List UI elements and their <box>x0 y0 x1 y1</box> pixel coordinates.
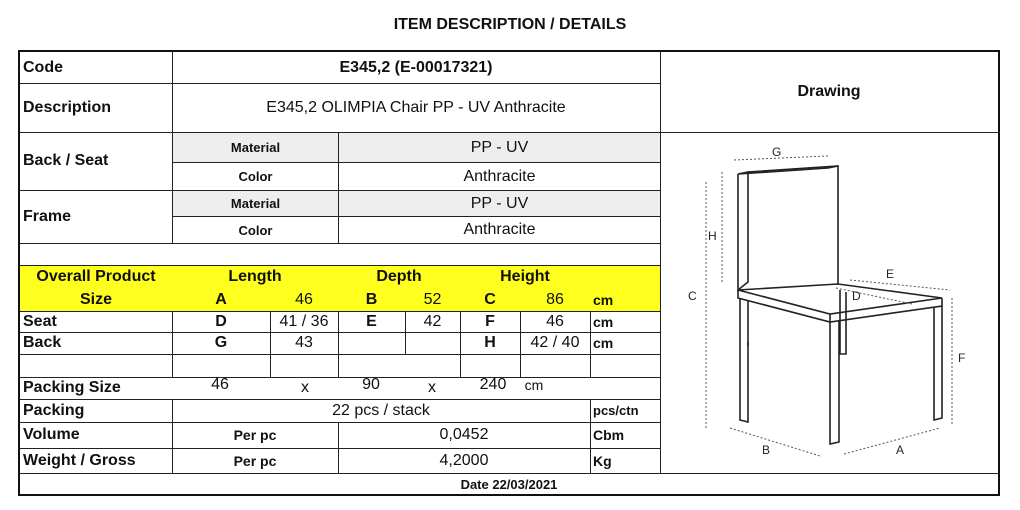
frame-material-label: Material <box>173 191 338 216</box>
overall-label-line2: Size <box>79 290 112 308</box>
code-value: E345,2 (E-00017321) <box>339 58 493 76</box>
packing-size-x2: x <box>428 379 436 396</box>
volume-label: Volume <box>23 426 80 443</box>
frame-label: Frame <box>23 207 72 225</box>
dim-b-letter: B <box>365 290 378 308</box>
description-label: Description <box>23 98 112 116</box>
weight-per: Per pc <box>233 452 277 469</box>
back-seat-material-value: PP - UV <box>339 133 660 162</box>
drawing-letter-g: G <box>772 145 782 159</box>
back-seat-label: Back / Seat <box>23 152 109 169</box>
frame-material-value: PP - UV <box>339 191 660 216</box>
volume-per: Per pc <box>233 427 277 443</box>
drawing-letter-c: C <box>688 289 697 303</box>
drawing-letter-a: A <box>896 443 905 457</box>
back-seat-color-label: Color <box>238 169 273 184</box>
dim-f-letter: F <box>485 312 495 330</box>
packing-size-x1: x <box>301 379 309 396</box>
back-unit: cm <box>593 335 614 351</box>
volume-value: 0,0452 <box>439 426 489 443</box>
dim-e-value: 42 <box>423 312 442 330</box>
length-label: Length <box>228 268 282 285</box>
dim-d-letter: D <box>215 312 227 330</box>
packing-size-v3: 240 <box>479 376 507 393</box>
dim-b-value: 52 <box>423 290 442 308</box>
dim-a-value: 46 <box>295 290 313 308</box>
weight-label: Weight / Gross <box>23 451 136 469</box>
back-label: Back <box>23 334 62 351</box>
drawing-letter-e: E <box>886 267 895 281</box>
dim-h-value: 42 / 40 <box>530 334 580 351</box>
depth-label: Depth <box>376 268 422 285</box>
frame-color-value: Anthracite <box>463 221 536 238</box>
back-seat-material-label: Material <box>173 133 338 162</box>
height-label: Height <box>500 268 550 285</box>
seat-unit: cm <box>593 313 614 330</box>
dim-h-letter: H <box>484 334 496 351</box>
dim-d-value: 41 / 36 <box>279 312 329 330</box>
seat-label: Seat <box>23 312 57 330</box>
drawing-letter-h: H <box>708 229 717 243</box>
packing-unit: pcs/ctn <box>593 403 639 418</box>
dim-g-letter: G <box>214 334 228 351</box>
description-value: E345,2 OLIMPIA Chair PP - UV Anthracite <box>266 98 566 116</box>
dim-e-letter: E <box>366 312 377 330</box>
overall-unit: cm <box>593 291 614 308</box>
drawing-letter-b: B <box>762 443 771 457</box>
dim-c-value: 86 <box>546 290 564 308</box>
dim-c-letter: C <box>484 290 496 308</box>
packing-value: 22 pcs / stack <box>332 401 430 419</box>
drawing-letter-f: F <box>958 351 966 365</box>
date-footer: Date 22/03/2021 <box>460 476 558 492</box>
chair-drawing <box>660 132 1000 472</box>
packing-size-label: Packing Size <box>23 379 121 396</box>
dim-g-value: 43 <box>295 334 313 351</box>
packing-label: Packing <box>23 401 85 419</box>
dim-a-letter: A <box>215 290 227 308</box>
volume-unit: Cbm <box>593 427 625 443</box>
drawing-label: Drawing <box>797 83 861 100</box>
frame-color-label: Color <box>238 222 273 238</box>
back-seat-color-value: Anthracite <box>463 167 536 185</box>
weight-unit: Kg <box>593 452 612 469</box>
page-title: ITEM DESCRIPTION / DETAILS <box>393 16 627 33</box>
overall-label-line1: Overall Product <box>36 268 156 285</box>
packing-size-v1: 46 <box>211 376 229 393</box>
dim-f-value: 46 <box>546 312 564 330</box>
drawing-letter-d: D <box>852 289 861 303</box>
packing-size-unit: cm <box>524 377 544 393</box>
code-label: Code <box>23 58 63 76</box>
packing-size-v2: 90 <box>362 376 380 393</box>
weight-value: 4,2000 <box>439 451 489 469</box>
